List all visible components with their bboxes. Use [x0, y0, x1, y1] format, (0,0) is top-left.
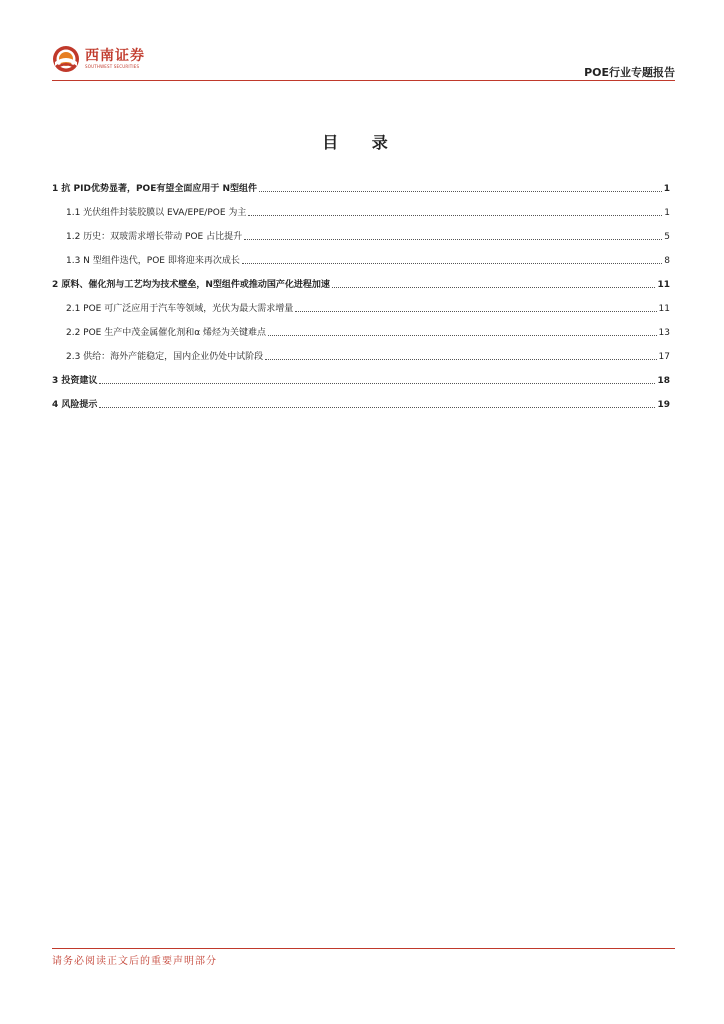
report-type-label: POE行业专题报告 [584, 66, 675, 79]
toc-leader-dots [268, 335, 657, 336]
toc-entry-label: 2.1 POE 可广泛应用于汽车等领域，光伏为最大需求增量 [66, 304, 294, 314]
toc-entry-label: 2 原料、催化剂与工艺均为技术壁垒，N型组件或推动国产化进程加速 [52, 280, 330, 290]
toc-entry[interactable] [52, 194, 670, 218]
toc-page-number: 11 [657, 280, 670, 290]
toc-page-number: 1 [663, 184, 670, 194]
toc-entry[interactable] [52, 170, 670, 194]
toc-leader-dots [99, 407, 655, 408]
logo-chinese-name: 西南证券 [85, 48, 145, 64]
toc-page-number: 13 [658, 328, 670, 338]
toc-page-number: 5 [664, 232, 670, 242]
toc-leader-dots [244, 239, 662, 240]
toc-entry[interactable] [52, 242, 670, 266]
footer-disclaimer: 请务必阅读正文后的重要声明部分 [52, 956, 217, 967]
toc-page-number: 8 [664, 256, 670, 266]
sun-logo-icon [52, 45, 80, 73]
toc-entry[interactable] [52, 386, 670, 410]
toc-entry-label: 3 投资建议 [52, 376, 98, 386]
toc-page-number: 18 [657, 376, 670, 386]
toc-title: 目 录 [322, 133, 402, 152]
company-logo [52, 42, 145, 76]
page-header [52, 42, 675, 82]
toc-leader-dots [248, 215, 662, 216]
toc-leader-dots [332, 287, 656, 288]
toc-entry-label: 2.2 POE 生产中茂金属催化剂和α 烯烃为关键难点 [66, 328, 267, 338]
toc-page-number: 19 [657, 400, 670, 410]
toc-page-number: 1 [664, 208, 670, 218]
toc-entry-label: 1.3 N 型组件迭代，POE 即将迎来再次成长 [66, 256, 240, 266]
toc-entry[interactable] [52, 314, 670, 338]
toc-entry-label: 2.3 供给：海外产能稳定，国内企业仍处中试阶段 [66, 352, 264, 362]
toc-leader-dots [99, 383, 655, 384]
toc-entry[interactable] [52, 362, 670, 386]
toc-page-number: 17 [658, 352, 670, 362]
toc-leader-dots [259, 191, 662, 192]
toc-entry-label: 1.2 历史：双玻需求增长带动 POE 占比提升 [66, 232, 243, 242]
toc-leader-dots [295, 311, 656, 312]
toc-entry[interactable] [52, 266, 670, 290]
toc-entry-label: 1 抗 PID优势显著，POE有望全面应用于 N型组件 [52, 184, 258, 194]
logo-english-name: SOUTHWEST SECURITIES [85, 64, 140, 69]
toc-leader-dots [242, 263, 662, 264]
table-of-contents [52, 170, 670, 410]
toc-entry[interactable] [52, 338, 670, 362]
footer-divider [52, 948, 675, 949]
header-divider [52, 80, 675, 81]
toc-entry-label: 1.1 光伏组件封装胶膜以 EVA/EPE/POE 为主 [66, 208, 247, 218]
toc-entry[interactable] [52, 290, 670, 314]
toc-entry[interactable] [52, 218, 670, 242]
toc-page-number: 11 [658, 304, 670, 314]
toc-leader-dots [265, 359, 656, 360]
toc-entry-label: 4 风险提示 [52, 400, 98, 410]
